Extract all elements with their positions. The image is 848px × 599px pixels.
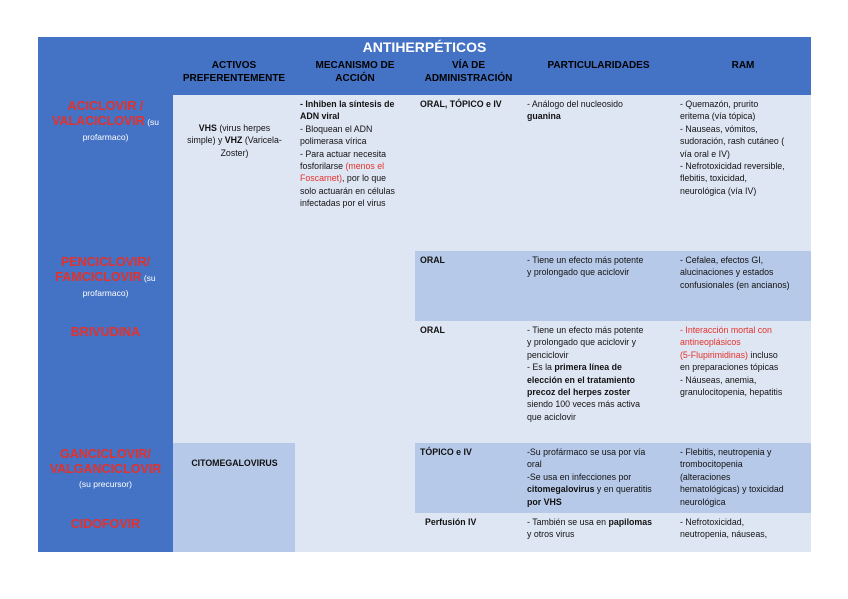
ram-brivudina-l2: antineoplásicos <box>680 337 741 348</box>
particularidades-aciclovir-l1: - Análogo del nucleosido <box>527 99 623 109</box>
drug-penciclovir-name1: PENCICLOVIR/ <box>61 255 150 269</box>
drug-penciclovir-note2: profarmaco) <box>82 288 129 298</box>
mecanismo-line3: - Bloquean el ADN <box>300 123 373 134</box>
header-activos-line1: ACTIVOS <box>211 60 257 71</box>
particularidades-ganciclovir-l2: oral <box>527 459 542 470</box>
drug-ganciclovir-name2: VALGANCICLOVIR <box>49 462 162 476</box>
via-cidofovir: Perfusión IV <box>415 513 522 552</box>
particularidades-aciclovir <box>522 95 675 251</box>
particularidades-cidofovir-l2: y otros virus <box>527 529 575 540</box>
ram-penciclovir-l3: confusionales (en ancianos) <box>680 279 790 290</box>
particularidades-brivudina-l3: penciclovir <box>527 349 569 360</box>
particularidades-ganciclovir-l3: -Se usa en infecciones por <box>527 471 632 482</box>
drug-ganciclovir <box>38 443 173 513</box>
drug-brivudina-name1: BRIVUDINA <box>70 325 141 339</box>
drug-ganciclovir-name1: GANCICLOVIR/ <box>60 447 151 461</box>
via-aciclovir: ORAL, TÓPICO e IV <box>415 95 522 251</box>
via-ganciclovir: TÓPICO e IV <box>415 443 522 513</box>
ram-aciclovir-l5: vía oral e IV) <box>680 148 730 159</box>
ram-ganciclovir-l4: hematológicas) y toxicidad <box>680 484 784 495</box>
ram-brivudina-l6: granulocitopenia, hepatitis <box>680 387 783 398</box>
header-mecanismo-line1: MECANISMO DE <box>315 60 395 71</box>
particularidades-aciclovir-l2: guanina <box>527 111 561 122</box>
drug-penciclovir <box>38 251 173 321</box>
drug-aciclovir-name1: ACICLOVIR / <box>67 99 144 113</box>
ram-cidofovir <box>675 513 811 552</box>
header-via-line2: ADMINISTRACIÓN <box>424 73 513 84</box>
mecanismo-line8: solo actuarán en células <box>300 185 395 196</box>
particularidades-brivudina-l4: - Es la <box>527 362 555 373</box>
activos-vhs-text3: (Varicela- <box>242 135 282 146</box>
mecanismo-line6: fosforilarse <box>300 161 346 172</box>
ram-ganciclovir-l3: (alteraciones <box>680 471 731 482</box>
header-activos-line2: PREFERENTEMENTE <box>182 73 286 84</box>
ram-brivudina-l3: incluso <box>747 349 778 360</box>
header-activos <box>173 57 295 95</box>
particularidades-penciclovir-l2: y prolongado que aciclovir <box>527 267 630 278</box>
drug-aciclovir-note: (su <box>144 117 159 127</box>
drug-aciclovir-name2: VALACICLOVIR <box>52 114 145 128</box>
particularidades-ganciclovir-l4-bold: citomegalovirus <box>527 484 595 495</box>
activos-cmv: CITOMEGALOVIRUS <box>191 458 278 468</box>
activos-cmv-cell <box>173 443 295 552</box>
particularidades-brivudina-l1: - Tiene un efecto más potente <box>527 325 644 335</box>
drug-ganciclovir-note2: (su precursor) <box>79 479 132 489</box>
activos-vhs-cell <box>173 95 295 443</box>
ram-cidofovir-l2: neutropenia, náuseas, <box>680 529 768 540</box>
ram-brivudina-l4: en preparaciones tópicas <box>680 362 779 373</box>
mecanismo-line2: ADN viral <box>300 111 340 122</box>
ram-aciclovir-l2: eritema (vía tópica) <box>680 111 756 122</box>
particularidades-ganciclovir-l5: por VHS <box>527 496 562 507</box>
header-mecanismo-line2: ACCIÓN <box>335 73 375 84</box>
table-title: ANTIHERPÉTICOS <box>38 37 811 57</box>
mecanismo-cell <box>295 95 415 552</box>
ram-aciclovir-l4: sudoración, rash cutáneo ( <box>680 136 785 147</box>
particularidades-brivudina-l2: y prolongado que aciclovir y <box>527 337 637 348</box>
particularidades-cidofovir-l1-bold: papilomas <box>608 517 653 527</box>
drug-penciclovir-note: (su <box>141 273 156 283</box>
drug-aciclovir-note2: profarmaco) <box>82 132 129 142</box>
particularidades-brivudina <box>522 321 675 443</box>
ram-cidofovir-l1: - Nefrotoxicidad, <box>680 517 745 527</box>
drug-cidofovir-name1: CIDOFOVIR <box>70 517 141 531</box>
mecanismo-line4: polimerasa vírica <box>300 136 367 147</box>
drug-brivudina <box>38 321 173 443</box>
header-mecanismo <box>295 57 415 95</box>
particularidades-brivudina-l8: que aciclovir <box>527 411 576 422</box>
activos-vhz-bold: VHZ <box>224 135 243 146</box>
mecanismo-line9: infectadas por el virus <box>300 198 386 209</box>
particularidades-brivudina-l6: precoz del herpes zoster <box>527 387 631 398</box>
activos-vhs-bold: VHS <box>198 123 217 133</box>
header-particularidades: PARTICULARIDADES <box>522 57 675 95</box>
ram-brivudina-l5: - Náuseas, anemia, <box>680 374 757 385</box>
via-penciclovir: ORAL <box>415 251 522 321</box>
ram-aciclovir-l6: - Nefrotoxicidad reversible, <box>680 161 785 172</box>
mecanismo-line6-red: (menos el <box>345 161 385 172</box>
particularidades-ganciclovir-l4: y en queratitis <box>594 484 652 495</box>
ram-penciclovir-l1: - Cefalea, efectos GI, <box>680 255 764 265</box>
ram-ganciclovir-l1: - Flebitis, neutropenia y <box>680 447 772 457</box>
ram-ganciclovir <box>675 443 811 513</box>
ram-aciclovir-l3: - Nauseas, vómitos, <box>680 123 758 134</box>
ram-aciclovir-l8: neurológica (vía IV) <box>680 185 757 196</box>
activos-vhs-text1: (virus herpes <box>216 123 271 133</box>
particularidades-ganciclovir-l1: -Su profármaco se usa por vía <box>527 447 646 457</box>
particularidades-brivudina-l5: elección en el tratamiento <box>527 374 636 385</box>
activos-vhs-text4: Zoster) <box>220 147 249 158</box>
particularidades-brivudina-l4-bold: primera línea de <box>554 362 622 373</box>
particularidades-cidofovir-l1: - También se usa en <box>527 517 609 527</box>
particularidades-cidofovir <box>522 513 675 552</box>
ram-brivudina-l1: - Interacción mortal con <box>680 325 772 335</box>
ram-aciclovir-l7: flebitis, toxicidad, <box>680 173 747 184</box>
mecanismo-line5: - Para actuar necesita <box>300 148 387 159</box>
header-ram: RAM <box>675 57 811 95</box>
drug-penciclovir-name2: FAMCICLOVIR <box>55 270 142 284</box>
drug-aciclovir <box>38 95 173 251</box>
ram-aciclovir <box>675 95 811 251</box>
mecanismo-line7: , por lo que <box>342 173 387 184</box>
ram-ganciclovir-l5: neurológica <box>680 496 726 507</box>
particularidades-brivudina-l7: siendo 100 veces más activa <box>527 399 640 410</box>
mecanismo-line1: - Inhiben la síntesis de <box>300 99 395 109</box>
ram-brivudina <box>675 321 811 443</box>
ram-brivudina-l3-red: (5-Flupirimidinas) <box>680 349 748 360</box>
ram-penciclovir <box>675 251 811 321</box>
header-via-line1: VÍA DE <box>452 60 485 71</box>
activos-vhs-text2: simple) y <box>187 135 225 146</box>
ram-penciclovir-l2: alucinaciones y estados <box>680 267 774 278</box>
particularidades-penciclovir <box>522 251 675 321</box>
drug-cidofovir <box>38 513 173 552</box>
mecanismo-line7-red: Foscarnet) <box>300 173 343 184</box>
header-via <box>415 57 522 95</box>
particularidades-penciclovir-l1: - Tiene un efecto más potente <box>527 255 644 265</box>
ram-aciclovir-l1: - Quemazón, prurito <box>680 99 759 109</box>
via-brivudina: ORAL <box>415 321 522 443</box>
particularidades-ganciclovir <box>522 443 675 513</box>
ram-ganciclovir-l2: trombocitopenia <box>680 459 743 470</box>
header-empty <box>38 57 173 95</box>
